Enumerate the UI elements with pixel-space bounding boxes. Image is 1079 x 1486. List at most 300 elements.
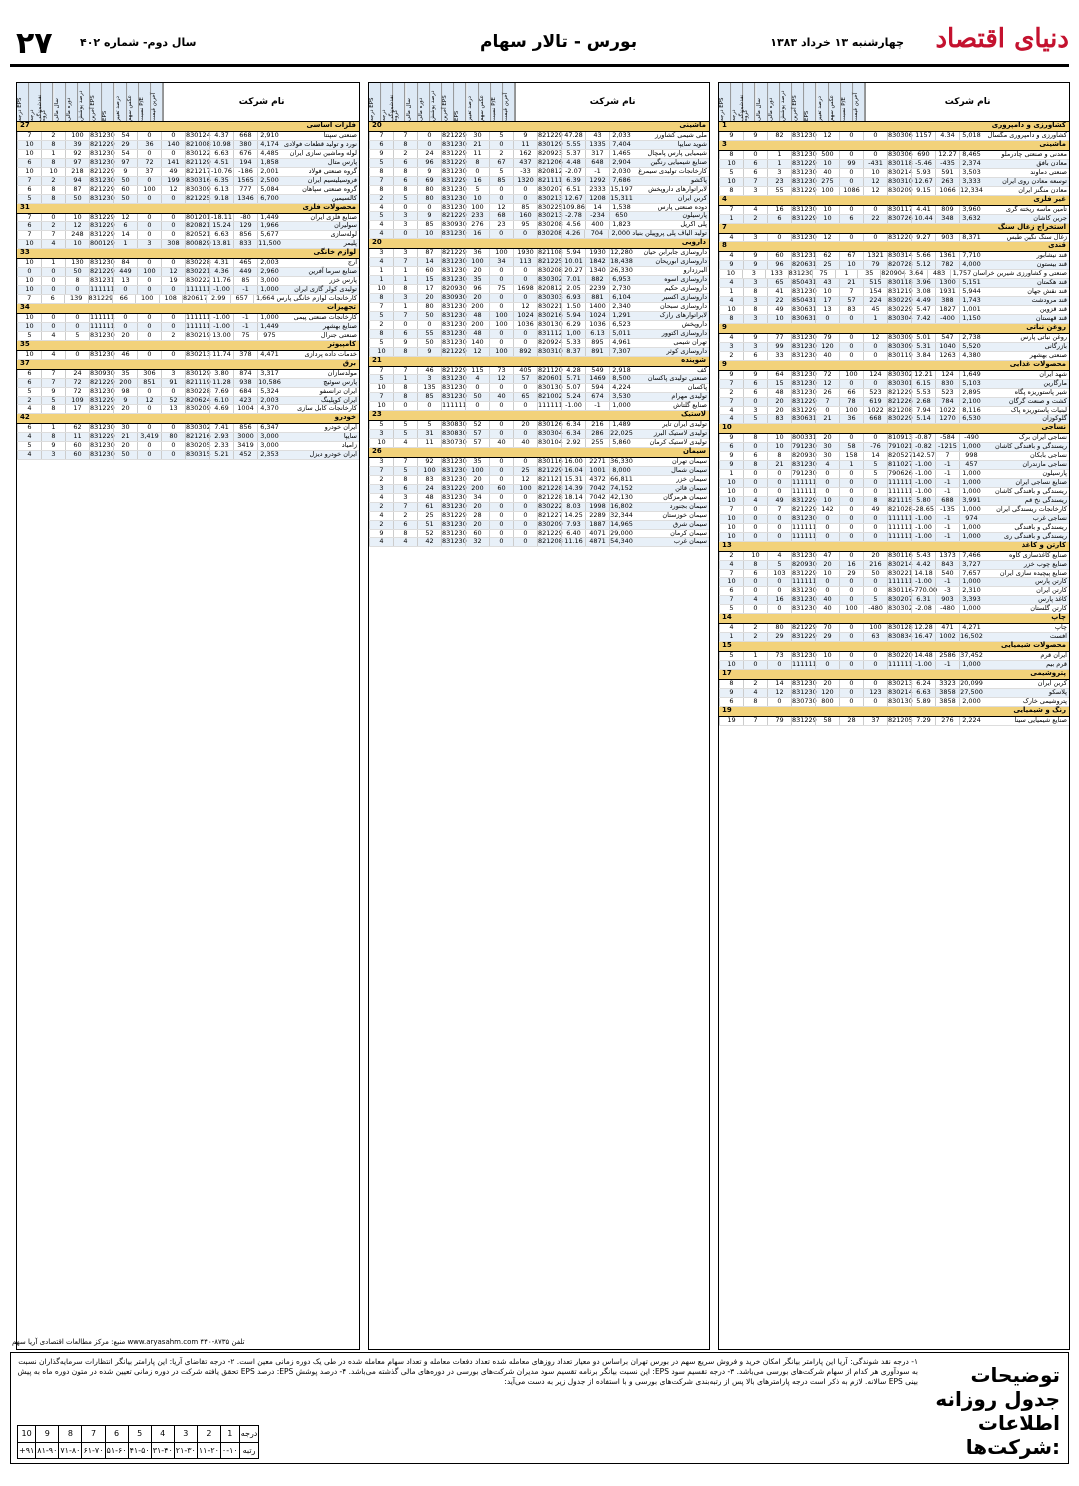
cell-value: 111111	[888, 513, 913, 522]
cell-value: 6.13	[585, 330, 609, 338]
company-name: بازرگانی	[1044, 341, 1067, 350]
cell-value: 9.27	[911, 234, 935, 242]
cell-value: 3000	[233, 433, 257, 441]
cell-value: 5	[393, 195, 417, 203]
cell-value: 830129	[186, 368, 211, 377]
cell-value: 1346	[233, 195, 257, 203]
section-header	[369, 357, 709, 367]
cell-value: 0	[489, 503, 513, 511]
cell-value: 1001	[585, 467, 609, 475]
cell-value: -1	[233, 323, 257, 331]
cell-value: 831230	[442, 383, 467, 392]
cell-value: 200	[465, 485, 489, 493]
cell-value: 5,677	[257, 231, 281, 239]
cell-value: 0	[489, 339, 513, 347]
cell-value: 41	[767, 288, 791, 296]
company-name: کارخانجات کابل سازی	[297, 404, 357, 413]
cell-value: 50	[113, 177, 137, 185]
cell-value: 73	[767, 652, 791, 660]
cell-value: 5,324	[257, 388, 281, 396]
cell-value: 1004	[233, 405, 257, 413]
cell-value: 3323	[935, 680, 959, 688]
cell-value: 2.99	[206, 295, 230, 303]
cell-value: 6	[743, 160, 767, 168]
cell-value: 2.05	[561, 285, 585, 293]
cell-value: 0	[839, 380, 863, 388]
cell-value: 6,953	[609, 276, 633, 284]
cell-value: 2,003	[257, 259, 281, 267]
cell-value: 4	[17, 405, 41, 413]
cell-value: 0	[513, 195, 537, 203]
cell-value: 83	[417, 476, 441, 484]
cell-value: 12	[863, 187, 887, 195]
cell-value: 830205	[186, 441, 211, 450]
cell-value: 821229	[90, 267, 115, 276]
cell-value: 831230	[792, 131, 817, 139]
cell-value: 0	[137, 231, 161, 239]
cell-value: 9	[743, 334, 767, 342]
cell-value: 15	[417, 276, 441, 284]
cell-value: 29	[767, 633, 791, 641]
cell-value: 140	[161, 141, 185, 149]
cell-value: 2,001	[257, 168, 281, 176]
cell-value: 831230	[792, 687, 817, 696]
cell-value: 4	[719, 252, 743, 260]
cell-value: 5	[863, 461, 887, 469]
cell-value: 20	[767, 407, 791, 415]
cell-value: 8	[393, 168, 417, 176]
cell-value: 7.01	[561, 276, 585, 284]
section-title: کامپیوتر	[327, 339, 356, 348]
cell-value: 881	[585, 294, 609, 302]
section-number: 13	[722, 540, 732, 549]
cell-value: 16	[767, 596, 791, 604]
cell-value: 1157	[911, 132, 935, 140]
cell-value: 0	[815, 488, 839, 496]
cell-value: 10	[815, 570, 839, 578]
cell-value: 8	[767, 452, 791, 460]
company-name: صنایع شیمیایی رنگین	[650, 157, 707, 166]
cell-value: 1361	[935, 252, 959, 260]
cell-value: 5	[863, 596, 887, 604]
cell-value: 0	[839, 524, 863, 532]
company-name: زغال سنگ نگین طبس	[1006, 232, 1067, 241]
section-number: 31	[20, 202, 30, 211]
company-name: معادن بافق	[1036, 158, 1067, 167]
cell-value: 850431	[792, 278, 817, 287]
cell-value: 1340	[585, 267, 609, 275]
cell-value: 831229	[90, 404, 115, 413]
cell-value: 6.24	[911, 680, 935, 688]
cell-value: 10	[17, 323, 41, 331]
company-name: کربن ایران	[1037, 678, 1067, 687]
cell-value: 0	[743, 661, 767, 669]
cell-value: 9	[719, 371, 743, 379]
cell-value: 8	[393, 393, 417, 401]
column-header-h1: آخرین قیمت	[853, 83, 865, 121]
cell-value: 6	[393, 177, 417, 185]
cell-value: 0	[489, 276, 513, 284]
cell-value: 0	[863, 578, 887, 586]
cell-value: 111111	[442, 401, 467, 410]
cell-value: 4.42	[911, 561, 935, 569]
cell-value: 40	[815, 352, 839, 360]
cell-value: -1	[935, 470, 959, 478]
column-header-name: نام شرکت	[865, 83, 1069, 121]
cell-value: 50	[417, 339, 441, 347]
cell-value: 820631	[792, 260, 817, 269]
cell-value: 830126	[538, 420, 563, 429]
cell-value: 3,727	[959, 561, 983, 569]
cell-value: 60	[465, 530, 489, 538]
cell-value: 111111	[888, 522, 913, 531]
cell-value: 16.47	[911, 633, 935, 641]
cell-value: -1.00	[911, 578, 935, 586]
cell-value: 830726	[888, 213, 913, 222]
cell-value: 3,503	[959, 169, 983, 177]
company-name: خدمات داده پردازی	[304, 349, 357, 358]
cell-value: 6	[113, 222, 137, 230]
cell-value: 16,802	[610, 501, 633, 510]
cell-value: 142	[815, 506, 839, 514]
cell-value: 12	[863, 334, 887, 342]
cell-value: 0	[489, 402, 513, 410]
cell-value: 830631	[792, 414, 817, 423]
cell-value: 830302	[888, 369, 913, 378]
company-name: کارخانجات لوازم خانگی پارس	[276, 294, 358, 302]
cell-value: 24	[65, 370, 89, 378]
cell-value: 12	[863, 178, 887, 186]
cell-value: 0	[863, 533, 887, 541]
cell-value: 0	[513, 458, 537, 466]
cell-value: 20	[815, 434, 839, 442]
cell-value: 0	[743, 443, 767, 451]
cell-value: 0	[65, 351, 89, 359]
cell-value: 7	[743, 717, 767, 725]
cell-value: 4071	[585, 530, 609, 538]
cell-value: 20	[815, 680, 839, 688]
cell-value: 830302	[186, 423, 211, 432]
cell-value: 8	[369, 186, 393, 194]
cell-value: 800	[815, 698, 839, 706]
cell-value: 69	[417, 177, 441, 185]
cell-value: 8	[743, 434, 767, 442]
cell-value: 7	[369, 303, 393, 311]
cell-value: 1002	[935, 633, 959, 641]
cell-value: 4	[719, 234, 743, 242]
cell-value: 831229	[90, 221, 115, 230]
cell-value: 99	[767, 343, 791, 351]
cell-value: 50	[113, 451, 137, 459]
cell-value: 0	[137, 132, 161, 140]
cell-value: -480	[935, 605, 959, 613]
cell-value: 20	[767, 398, 791, 406]
cell-value: 4	[393, 538, 417, 546]
company-name: کشاورزی و دامپروری مگسال	[987, 131, 1067, 139]
grade-label: درجه	[239, 1426, 259, 1443]
grade-cell: 10	[18, 1426, 36, 1443]
table-row	[369, 230, 709, 239]
cell-value: 10	[839, 261, 863, 269]
cell-value: 1,001	[959, 306, 983, 314]
cell-value: 8	[41, 195, 65, 203]
cell-value: 64	[767, 371, 791, 379]
cell-value: 3	[369, 430, 393, 438]
cell-value: 58	[815, 717, 839, 725]
cell-value: 15.31	[561, 476, 585, 484]
cell-value: 784	[935, 398, 959, 406]
cell-value: 40	[513, 439, 537, 447]
section-number: 17	[722, 668, 732, 677]
cell-value: 0	[417, 402, 441, 410]
cell-value: 10	[17, 286, 41, 294]
company-name: سیمان خوزستان	[662, 510, 707, 519]
cell-value: 5	[369, 212, 393, 220]
cell-value: 1,00	[561, 330, 585, 338]
cell-value: 96	[417, 159, 441, 167]
cell-value: 2239	[585, 285, 609, 293]
cell-value: 821229	[538, 528, 563, 537]
company-name: کارخانجات تولیدی سیمرغ	[638, 166, 707, 175]
cell-value: 0	[767, 524, 791, 532]
cell-value: 1,538	[609, 204, 633, 212]
cell-value: 14	[767, 680, 791, 688]
cell-value: 820527	[888, 451, 913, 460]
cell-value: 12	[489, 375, 513, 383]
company-name: داروسازی اکتوور	[661, 328, 707, 337]
cell-value: 0	[489, 267, 513, 275]
company-name: تهران شیمی	[673, 337, 707, 346]
section-number: 35	[20, 339, 30, 348]
cell-value: 10	[17, 351, 41, 359]
cell-value: 4	[369, 221, 393, 229]
cell-value: 5.71	[561, 375, 585, 383]
cell-value: 54	[113, 150, 137, 158]
grade-cell: 2	[197, 1426, 220, 1443]
cell-value: 100	[863, 624, 887, 632]
table-row	[719, 315, 1069, 324]
cell-value: 831230	[442, 193, 467, 202]
cell-value: 523	[935, 389, 959, 397]
cell-value: 9	[743, 132, 767, 140]
cell-value: 1998	[585, 503, 609, 511]
cell-value: 5	[17, 332, 41, 340]
cell-value: 619	[863, 398, 887, 406]
cell-value: 113	[513, 258, 537, 266]
cell-value: 674	[585, 393, 609, 401]
section-number: 23	[372, 410, 382, 419]
cell-value: 831230	[442, 519, 467, 528]
cell-value: 22,025	[610, 429, 633, 438]
cell-value: -435	[935, 160, 959, 168]
cell-value: 831230	[442, 184, 467, 193]
cell-value: 831230	[90, 157, 115, 166]
cell-value: 9	[719, 261, 743, 269]
column-header-row	[369, 83, 709, 122]
cell-value: 48	[465, 330, 489, 338]
cell-value: 14	[585, 204, 609, 212]
cell-value: 29	[113, 141, 137, 149]
company-name: صنعتی سپنتا	[323, 131, 357, 139]
company-name: صنایع گلتاش	[673, 401, 707, 410]
cell-value: 821217	[186, 166, 211, 175]
cell-value: 111111	[792, 660, 817, 668]
cell-value: 0	[767, 578, 791, 586]
section-number: 26	[372, 447, 382, 455]
cell-value: 0	[767, 587, 791, 595]
cell-value: 6	[719, 587, 743, 595]
cell-value: 17	[65, 405, 89, 413]
cell-value: 6	[41, 295, 65, 303]
cell-value: 16,502	[960, 632, 983, 641]
cell-value: 5,520	[959, 343, 983, 351]
cell-value: -186	[233, 168, 257, 176]
cell-value: 2271	[585, 458, 609, 466]
cell-value: 10	[719, 578, 743, 586]
section-number: 9	[722, 359, 727, 368]
table-row	[17, 295, 359, 304]
cell-value: 457	[959, 461, 983, 469]
cell-value: 821229	[442, 131, 467, 139]
cell-value: 5.93	[911, 169, 935, 177]
cell-value: 25	[513, 467, 537, 475]
cell-value: 20,099	[960, 678, 983, 687]
cell-value: -2.78	[561, 212, 585, 220]
cell-value: 8	[743, 288, 767, 296]
company-name: سیمان بجنورد	[669, 501, 707, 510]
cell-value: 10	[65, 214, 89, 222]
cell-value: 6	[719, 443, 743, 451]
cell-value: 830117	[888, 204, 913, 213]
cell-value: 4.51	[209, 159, 233, 167]
cell-value: 8	[863, 497, 887, 505]
cell-value: 7	[719, 570, 743, 578]
cell-value: 831230	[442, 537, 467, 546]
cell-value: 1,489	[609, 421, 633, 429]
cell-value: 4.26	[561, 230, 585, 238]
company-name: صنایع کاغذسازی کاوه	[1008, 550, 1067, 559]
cell-value: 10	[719, 524, 743, 532]
cell-value: 111111	[888, 660, 913, 668]
cell-value: 97	[113, 159, 137, 167]
cell-value: 0	[815, 479, 839, 487]
cell-value: 52	[161, 397, 185, 405]
cell-value: 21	[465, 141, 489, 149]
cell-value: 10	[17, 314, 41, 322]
company-name: سولیران	[334, 221, 357, 230]
cell-value: 0	[863, 380, 887, 388]
cell-value: -480	[863, 605, 887, 613]
cell-value: 29,000	[610, 528, 633, 537]
cell-value: 5	[465, 186, 489, 194]
cell-value: 831231	[90, 276, 115, 285]
cell-value: 1,000	[257, 286, 281, 294]
cell-value: 1	[719, 633, 743, 641]
cell-value: 12	[489, 204, 513, 212]
cell-value: 14.25	[561, 512, 585, 520]
cell-value: 0	[767, 488, 791, 496]
cell-value: 821229	[792, 623, 817, 632]
cell-value: 0	[815, 515, 839, 523]
cell-value: 123	[863, 689, 887, 697]
cell-value: 72	[815, 371, 839, 379]
cell-value: 13.81	[209, 240, 233, 248]
cell-value: 1,649	[959, 371, 983, 379]
cell-value: 800829	[186, 239, 211, 248]
cell-value: 0	[743, 470, 767, 478]
cell-value: 35	[465, 458, 489, 466]
cell-value: 0	[137, 451, 161, 459]
column-header-h7: درصد پوشش	[780, 83, 792, 121]
company-name: پلاسکو	[1048, 687, 1067, 696]
cell-value: 21	[815, 415, 839, 423]
cell-value: 65	[767, 279, 791, 287]
cell-value: 6.39	[561, 177, 585, 185]
cell-value: 0	[767, 661, 791, 669]
company-name: توسعه معادن روی ایران	[1002, 176, 1067, 185]
section-title: قندی	[1048, 241, 1066, 250]
company-name: صنعتی و کشاورزی شیرین خراسان	[972, 269, 1068, 278]
cell-value: 8.03	[561, 503, 585, 511]
cell-value: 57	[465, 439, 489, 447]
cell-value: 111111	[888, 478, 913, 487]
cell-value: 16	[465, 230, 489, 238]
cell-value: 73	[489, 367, 513, 375]
cell-value: 7	[393, 503, 417, 511]
cell-value: 882	[585, 276, 609, 284]
cell-value: 9	[719, 452, 743, 460]
section-title: محصولات فلزی	[302, 202, 356, 211]
company-name: داروسازی اکسیر	[662, 292, 707, 301]
cell-value: 49	[863, 506, 887, 514]
column-header-h10: گروه	[41, 83, 53, 121]
cell-value: 20	[815, 561, 839, 569]
cell-value: 830306	[888, 131, 913, 139]
cell-value: 10.98	[209, 141, 233, 149]
cell-value: 3	[767, 169, 791, 177]
cell-value: 0	[863, 515, 887, 523]
cell-value: 820930	[792, 559, 817, 568]
cell-value: 7	[393, 367, 417, 375]
cell-value: 10	[17, 168, 41, 176]
cell-value: 1.50	[561, 303, 585, 311]
cell-value: 8	[41, 433, 65, 441]
cell-value: 1,000	[959, 479, 983, 487]
cell-value: 49	[161, 168, 185, 176]
range-label: رتبه	[239, 1442, 259, 1459]
cell-value: 1,743	[959, 297, 983, 305]
cell-value: -1	[935, 661, 959, 669]
cell-value: 5	[65, 332, 89, 340]
cell-value: 4,271	[959, 624, 983, 632]
cell-value: 5	[767, 561, 791, 569]
cell-value: 20	[113, 442, 137, 450]
cell-value: 10	[17, 141, 41, 149]
cell-value: 5	[719, 652, 743, 660]
cell-value: 158	[839, 452, 863, 460]
cell-value: 10.44	[911, 215, 935, 223]
cell-value: 30	[113, 424, 137, 432]
cell-value: 60	[767, 252, 791, 260]
range-cell: ۸۱-۹۰	[36, 1442, 59, 1459]
company-name: روغن نباتی پارس	[1020, 332, 1067, 341]
cell-value: 830830	[442, 429, 467, 438]
cell-value: 13	[161, 405, 185, 413]
cell-value: 5.31	[911, 343, 935, 351]
cell-value: 830309	[888, 341, 913, 350]
cell-value: 0	[489, 303, 513, 311]
cell-value: 5	[393, 421, 417, 429]
